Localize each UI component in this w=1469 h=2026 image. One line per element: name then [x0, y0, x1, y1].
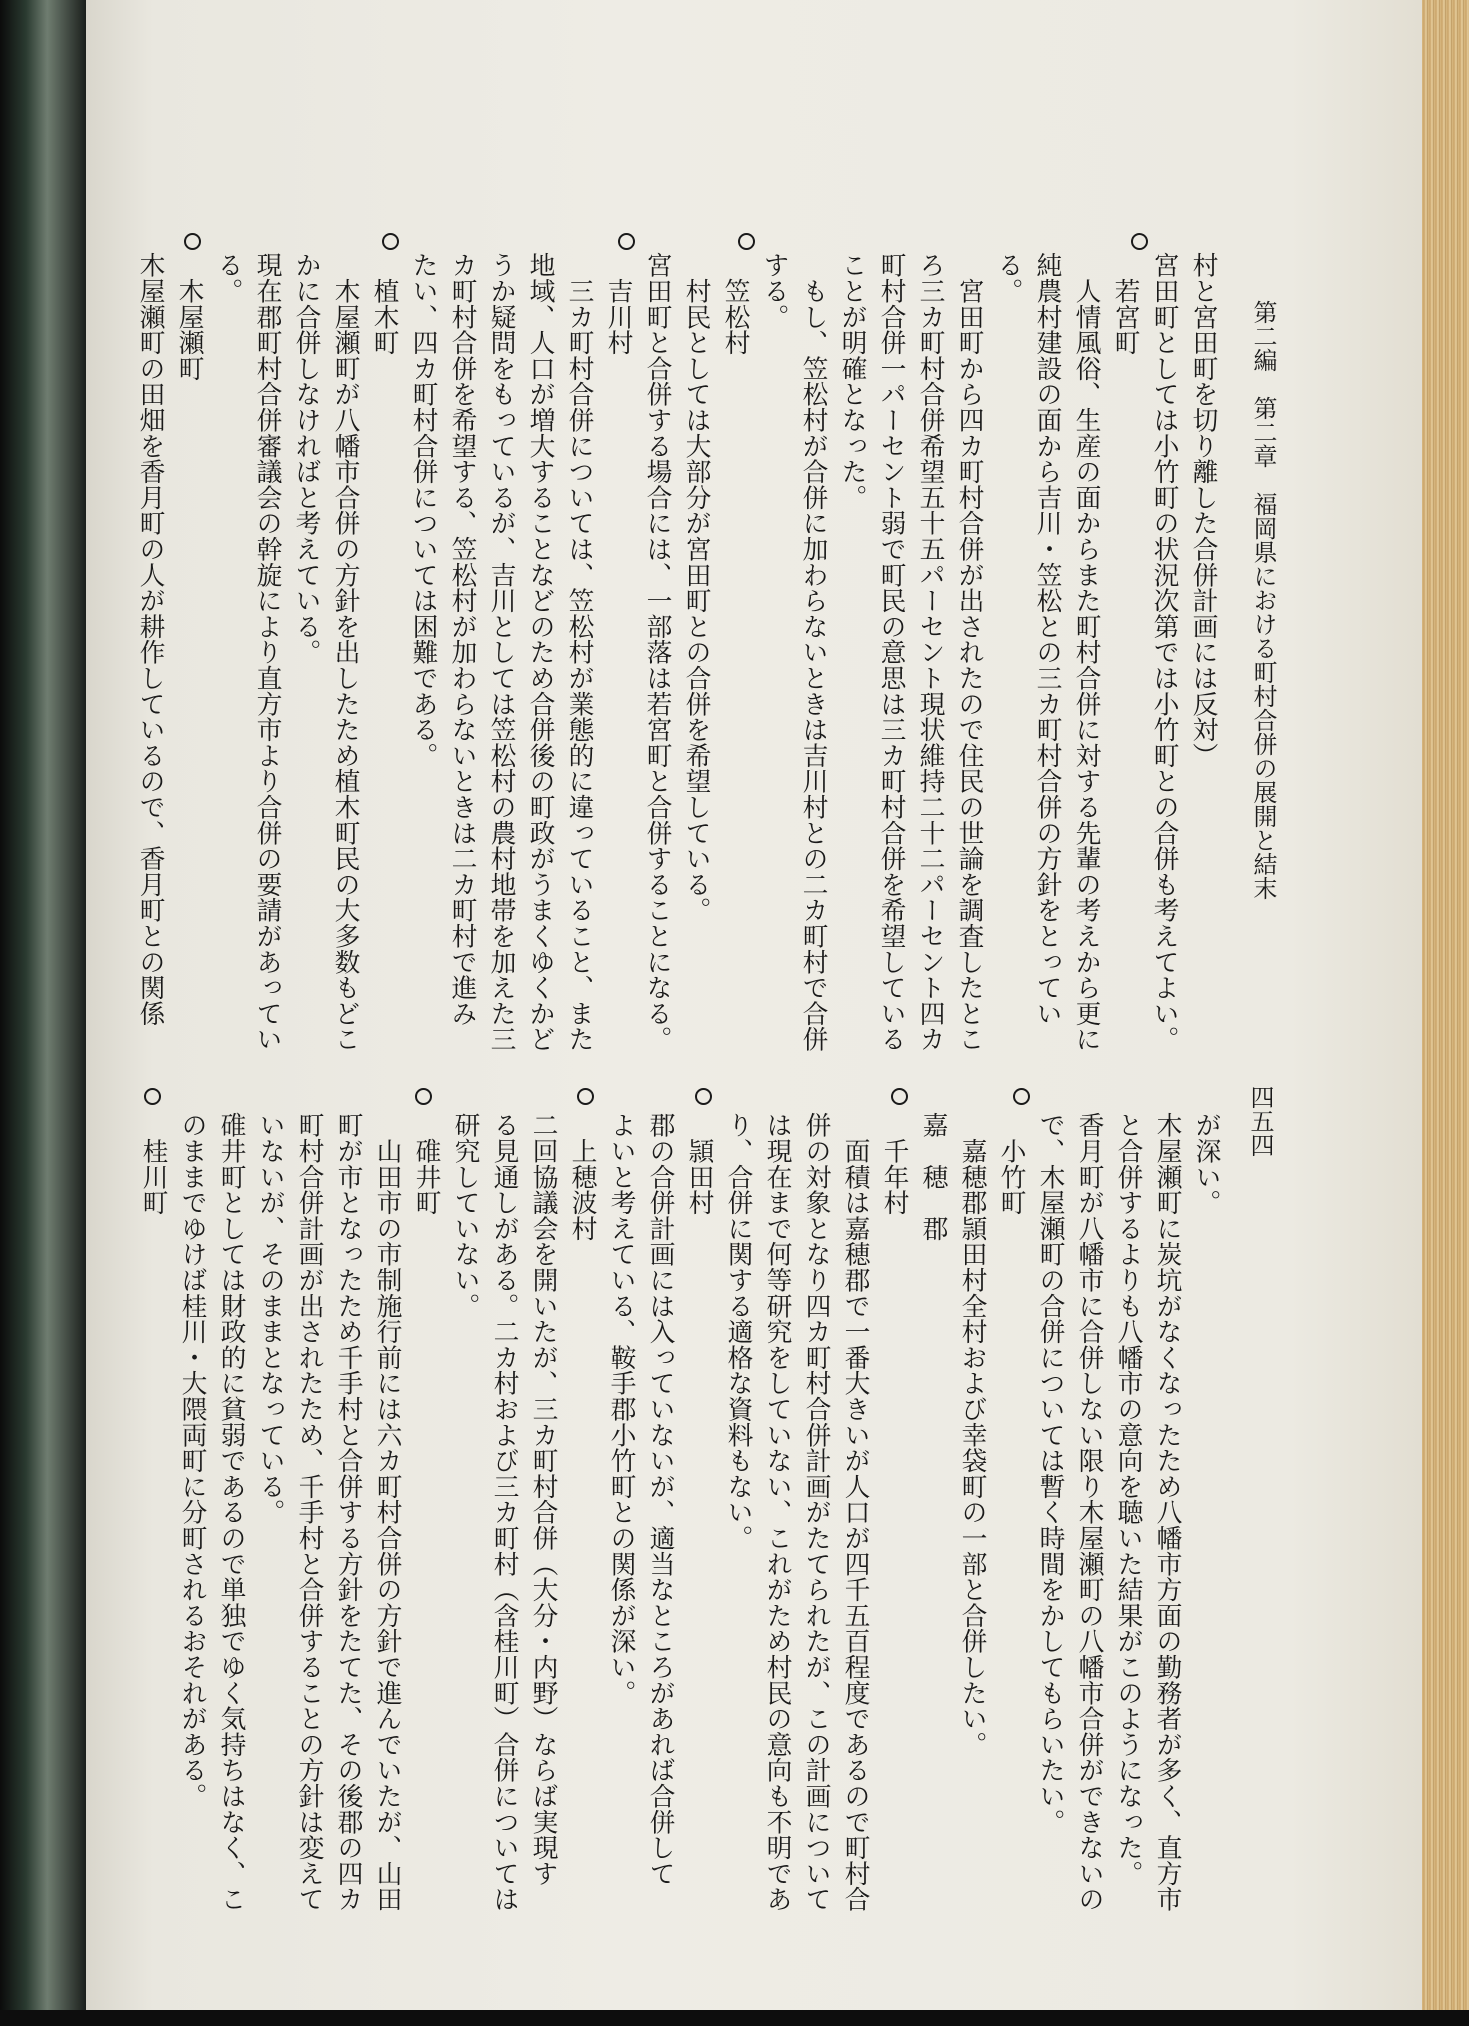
scan-bottom-border: [0, 2010, 1469, 2026]
text-line: 木屋瀬町: [174, 252, 204, 381]
text-line: は現在まで何等研究をしていない、これがため村民の意向も不明であ: [762, 1112, 792, 1912]
text-line: 現在郡町村合併審議会の幹旋により直方市より合併の要請があってい: [252, 252, 282, 1052]
text-line: る。: [213, 252, 243, 304]
text-line: 頴田村: [684, 1112, 714, 1216]
text-line: カ町村合併を希望する、笠松村が加わらないときは二カ町村で進み: [447, 252, 477, 1026]
section-bullet-circle: [382, 233, 399, 250]
text-line: 宮田町としては小竹町の状況次第では小竹町との合併も考えてよい。: [1149, 252, 1179, 1052]
text-line: うか疑問をもっているが、吉川としては笠松村の農村地帯を加えた三: [486, 252, 516, 1052]
text-line: 植木町: [369, 252, 399, 356]
text-line: 三カ町村合併については、笠松村が業態的に違っていること、また: [564, 252, 594, 1052]
text-line: で、木屋瀬町の合併については暫く時間をかしてもらいたい。: [1035, 1112, 1065, 1835]
text-line: 山田市の市制施行前には六カ町村合併の方針で進んでいたが、山田: [372, 1112, 402, 1912]
text-line: もし、笠松村が合併に加わらないときは吉川村との二カ町村で合併: [798, 252, 828, 1052]
text-line: る見通しがある。二カ村および三カ町村（含桂川町）合併については: [489, 1112, 519, 1912]
text-line: 木屋瀬町の田畑を香月町の人が耕作しているので、香月町との関係: [135, 252, 165, 1026]
text-line: 若宮町: [1110, 252, 1140, 356]
text-line: と合併するよりも八幡市の意向を聴いた結果がこのようになった。: [1113, 1112, 1143, 1886]
page-stack-edge: [1422, 0, 1469, 2026]
section-bullet-circle: [415, 1088, 432, 1105]
text-line: 町が市となったため千手村と合併する方針をたてた、その後郡の四カ: [333, 1112, 363, 1912]
section-bullet-circle: [1013, 1088, 1030, 1105]
section-bullet-circle: [738, 233, 755, 250]
text-line: 郡の合併計画には入っていないが、適当なところがあれば合併して: [645, 1112, 675, 1886]
text-line: 宮田町と合併する場合には、一部落は若宮町と合併することになる。: [642, 252, 672, 1052]
text-line: 町村合併計画が出されたため、千手村と合併することの方針は変えて: [294, 1112, 324, 1912]
text-line: たい、四カ町村合併については困難である。: [408, 252, 438, 768]
text-line: 碓井町: [411, 1112, 441, 1216]
text-line: いないが、そのままとなっている。: [255, 1112, 285, 1525]
text-line: ろ三カ町村合併希望五十五パーセント現状維持二十二パーセント四カ: [915, 252, 945, 1052]
text-line: のままでゆけば桂川・大隈両町に分町されるおそれがある。: [177, 1112, 207, 1809]
upper-text-block: [135, 252, 1222, 1052]
text-line: 嘉穂郡頴田村全村および幸袋町の一部と合併したい。: [957, 1112, 987, 1757]
text-line: 桂川町: [138, 1112, 168, 1216]
text-line: 嘉 穂 郡: [918, 1112, 948, 1241]
text-line: 吉川村: [603, 252, 633, 356]
text-line: る。: [993, 252, 1023, 304]
text-line: 二回協議会を開いたが、三カ町村合併（大分・内野）ならば実現す: [528, 1112, 558, 1886]
text-line: 研究していない。: [450, 1112, 480, 1319]
text-line: よいと考えている、鞍手郡小竹町との関係が深い。: [606, 1112, 636, 1706]
text-line: 木屋瀬町が八幡市合併の方針を出したため植木町民の大多数もどこ: [330, 252, 360, 1052]
text-line: 村と宮田町を切り離した合併計画には反対）: [1188, 252, 1218, 768]
text-line: 純農村建設の面から吉川・笠松との三カ町村合併の方針をとってい: [1032, 252, 1062, 1026]
section-bullet-circle: [1131, 233, 1148, 250]
section-bullet-circle: [618, 233, 635, 250]
text-line: 面積は嘉穂郡で一番大きいが人口が四千五百程度であるので町村合: [840, 1112, 870, 1912]
text-line: り、合併に関する適格な資料もない。: [723, 1112, 753, 1551]
text-line: 笠松村: [720, 252, 750, 356]
text-line: 人情風俗、生産の面からまた町村合併に対する先輩の考えから更に: [1071, 252, 1101, 1052]
running-header: 第二編 第二章 福岡県における町村合併の展開と結末: [1249, 300, 1277, 900]
text-line: ことが明確となった。: [837, 252, 867, 510]
book-spine-shadow: [0, 0, 86, 2026]
section-bullet-circle: [577, 1088, 594, 1105]
text-line: 香月町が八幡市に合併しない限り木屋瀬町の八幡市合併ができないの: [1074, 1112, 1104, 1912]
text-line: 木屋瀬町に炭坑がなくなったため八幡市方面の勤務者が多く、直方市: [1152, 1112, 1182, 1912]
text-line: する。: [759, 252, 789, 330]
page-number: 四五四: [1246, 1085, 1274, 1157]
section-bullet-circle: [891, 1088, 908, 1105]
text-line: 町村合併一パーセント弱で町民の意思は三カ町村合併を希望している: [876, 252, 906, 1052]
text-line: 村民としては大部分が宮田町との合併を希望している。: [681, 252, 711, 923]
text-line: 千年村: [879, 1112, 909, 1216]
text-line: 碓井町としては財政的に貧弱であるので単独でゆく気持ちはなく、こ: [216, 1112, 246, 1912]
text-line: 上穂波村: [567, 1112, 597, 1241]
text-line: かに合併しなければと考えている。: [291, 252, 321, 665]
section-bullet-circle: [695, 1088, 712, 1105]
text-line: 併の対象となり四カ町村合併計画がたてられたが、この計画について: [801, 1112, 831, 1912]
text-line: 地域、人口が増大することなどのため合併後の町政がうまくゆくかど: [525, 252, 555, 1052]
lower-text-block: [135, 1112, 1225, 1942]
text-line: が深い。: [1191, 1112, 1221, 1216]
section-bullet-circle: [144, 1088, 161, 1105]
text-line: 小竹町: [996, 1112, 1026, 1216]
section-bullet-circle: [184, 233, 201, 250]
text-line: 宮田町から四カ町村合併が出されたので住民の世論を調査したとこ: [954, 252, 984, 1052]
